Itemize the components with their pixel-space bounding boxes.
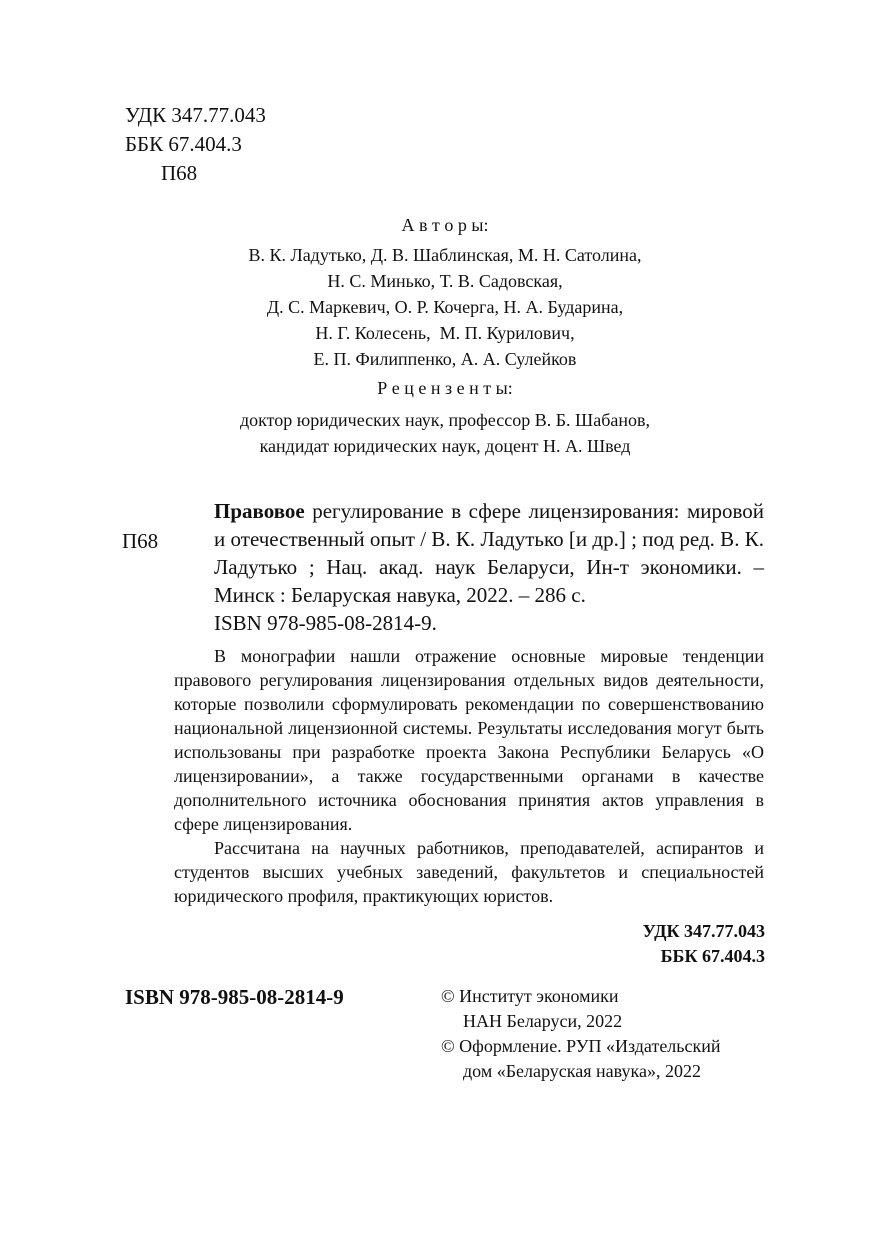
abstract-paragraph: В монографии нашли отражение основные мировые тенденции правового регулирования лицензирования отдельных видов деятельности, которые позволили сформулировать рекомендации по совершенствованию национальной лицензионной системы. Результаты исследования могут быть использованы при разработке проекта Закона Республики Беларусь «О лицензировании», а также государственными органами в качестве дополнительного источника обоснования принятия актов управления в сфере лицензирования.	[174, 646, 764, 834]
authors-line: В. К. Ладутько, Д. В. Шаблинская, М. Н. Сатолина,	[248, 245, 642, 265]
author-mark: П68	[161, 161, 198, 185]
authors-line: Н. С. Минько, Т. В. Садовская,	[327, 271, 563, 291]
footer-udk-code: УДК 347.77.043	[642, 921, 765, 941]
footer-bbk-code: ББК 67.404.3	[660, 946, 765, 966]
abstract-paragraph: Рассчитана на научных работников, преподавателей, аспирантов и студентов высших учебных заведений, факультетов и специальностей юридического профиля, практикующих юристов.	[174, 838, 764, 906]
copyright-line: © Оформление. РУП «Издательский	[441, 1036, 721, 1056]
book-title-lead: Правовое	[214, 499, 305, 523]
authors-line: Н. Г. Колесень, М. П. Курилович,	[315, 323, 575, 343]
reviewer-line: доктор юридических наук, профессор В. Б. Шабанов,	[240, 410, 650, 430]
copyright-line: дом «Беларуская навука», 2022	[463, 1061, 701, 1081]
authors-section	[125, 212, 765, 372]
bibliographic-isbn: ISBN 978-985-08-2814-9.	[214, 611, 437, 635]
copyright-line: © Институт экономики	[441, 986, 619, 1006]
copyright-block	[441, 984, 771, 1084]
reviewer-line: кандидат юридических наук, доцент Н. А. Швед	[259, 436, 631, 456]
bibliographic-mark: П68	[122, 529, 159, 553]
authors-label: А в т о р ы:	[401, 215, 489, 235]
classification-codes	[125, 101, 266, 188]
isbn-main: ISBN 978-985-08-2814-9	[125, 985, 344, 1009]
footer-classification-codes	[643, 919, 765, 969]
authors-line: Е. П. Филиппенко, А. А. Сулейков	[313, 349, 577, 369]
bbk-code: ББК 67.404.3	[125, 132, 242, 156]
bibliographic-text: регулирование в сфере лицензирования: мировой и отечественный опыт / В. К. Ладутько [и др.] ; под ред. В. К. Ладутько ; Нац. акад. наук Беларуси, Ин-т экономики. – Минск : Беларуская навука, 2022. – 286 с.	[214, 499, 764, 607]
abstract	[174, 644, 764, 908]
reviewers-label: Р е ц е н з е н т ы:	[377, 378, 513, 398]
copyright-line: НАН Беларуси, 2022	[463, 1011, 623, 1031]
authors-line: Д. С. Маркевич, О. Р. Кочерга, Н. А. Бударина,	[266, 297, 624, 317]
bibliographic-description	[214, 497, 764, 637]
udk-code: УДК 347.77.043	[125, 103, 266, 127]
reviewers-section	[125, 375, 765, 459]
